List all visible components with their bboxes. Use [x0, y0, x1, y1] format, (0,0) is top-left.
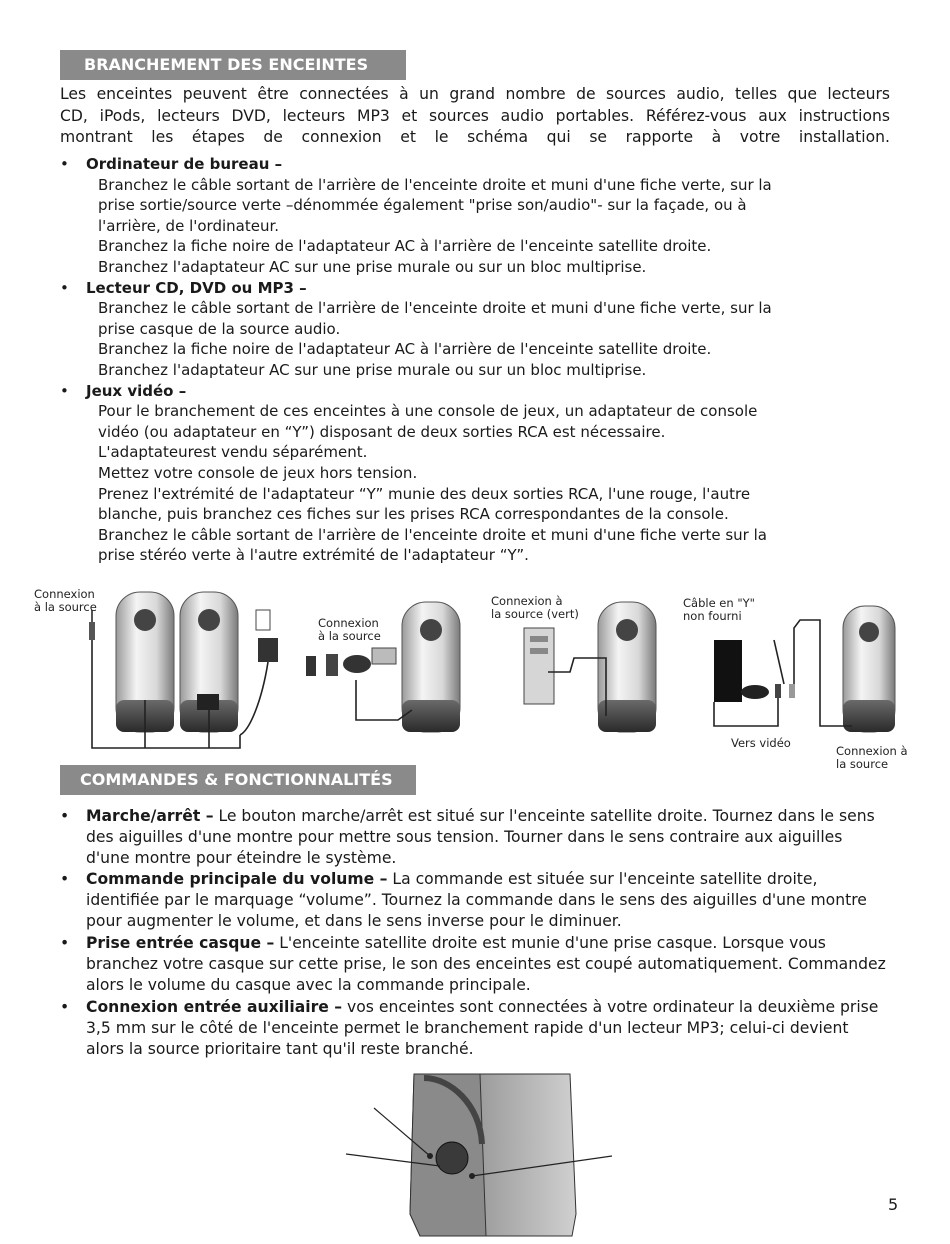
item-line: Branchez l'adaptateur AC sur une prise murale ou sur un bloc multiprise.: [98, 257, 647, 276]
item-body: [86, 401, 890, 566]
bullet-dot: •: [60, 933, 70, 952]
item-line: Pour le branchement de ces enceintes à une console de jeux, un adaptateur de console: [98, 402, 758, 421]
list-item-casque: [60, 933, 890, 996]
cable: [548, 658, 606, 716]
section-header-branchement: BRANCHEMENT DES ENCEINTES: [60, 50, 406, 80]
item-line: blanche, puis branchez ces fiches sur les prises RCA correspondantes de la console.: [98, 505, 729, 524]
bullet-dot: •: [60, 807, 70, 825]
item-text: L'enceinte satellite droite est munie d'une prise casque. Lorsque vous branchez votre casque sur cette prise, le son des enceintes est coupé automatiquement. Commandez alors le volume du casque avec la commande principale.: [86, 933, 886, 994]
diagram-computer: [524, 602, 656, 732]
item-title: Connexion entrée auxiliaire –: [86, 997, 343, 1016]
item-line: Branchez le câble sortant de l'arrière de l'enceinte droite et muni d'une fiche verte sur la: [98, 525, 767, 544]
woofer-icon: [420, 619, 442, 641]
connection-list: [60, 154, 890, 566]
item-title: Lecteur CD, DVD ou MP3 –: [86, 278, 307, 297]
label-connexion-source-2: [318, 617, 381, 643]
item-body: [86, 298, 890, 380]
woofer-icon: [134, 609, 156, 631]
cd-player-icon: [343, 655, 371, 673]
item-title: Prise entrée casque –: [86, 933, 275, 952]
item-text: Le bouton marche/arrêt est situé sur l'enceinte satellite droite. Tournez dans le sens des aiguilles d'une montre pour mettre sous tension. Tourner dans le sens contraire aux aiguilles d'une montre pour éteindre le système.: [86, 807, 875, 867]
list-item-auxiliaire: [60, 997, 890, 1060]
item-line: Branchez la fiche noire de l'adaptateur AC à l'arrière de l'enceinte satellite droite.: [98, 237, 712, 256]
label-line: Connexion à: [836, 744, 908, 758]
jack-plug-icon: [89, 610, 95, 640]
speaker-base: [402, 700, 460, 732]
rca-plug-white: [789, 684, 795, 698]
label-vers-video: Vers vidéo: [731, 736, 791, 750]
item-line: Branchez l'adaptateur AC sur une prise murale ou sur un bloc multiprise.: [98, 360, 647, 379]
bullet-dot: •: [60, 155, 69, 173]
list-item-jeux: [60, 381, 890, 566]
label-line: la source: [836, 757, 889, 771]
item-line: prise sortie/source verte –dénommée également "prise son/audio"- sur la façade, ou à: [98, 196, 747, 215]
item-text: La commande est située sur l'enceinte satellite droite, identifiée par le marquage “volume”. Tournez la commande dans le sens des aiguilles d'une montre pour augmenter le volume, et dans le sens inverse pour le diminuer.: [86, 870, 867, 930]
item-line: L'adaptateurest vendu séparément.: [98, 443, 368, 462]
item-title: Jeux vidéo –: [86, 381, 187, 400]
intro-line-2: CD, iPods, lecteurs DVD, lecteurs MP3 et sources audio portables. Référez-vous aux instructions: [60, 106, 890, 125]
computer-drive: [530, 636, 548, 642]
gamepad-icon: [741, 685, 769, 699]
label-line: Connexion: [34, 587, 95, 601]
item-title: Commande principale du volume –: [86, 870, 388, 889]
item-title: Marche/arrêt –: [86, 807, 214, 825]
computer-drive: [530, 648, 548, 654]
bullet-dot: •: [60, 381, 69, 400]
item-line: vidéo (ou adaptateur en “Y”) disposant de deux sorties RCA est nécessaire.: [98, 422, 666, 441]
label-line: la source (vert): [491, 607, 579, 621]
woofer-icon: [859, 622, 879, 642]
bullet-dot: •: [60, 278, 69, 297]
connection-diagrams: [0, 580, 950, 770]
intro-line-1: Les enceintes peuvent être connectées à un grand nombre de sources audio, telles que lecteurs: [60, 85, 890, 103]
list-item-marche-arret: [60, 806, 890, 868]
page-number: 5: [888, 1195, 899, 1214]
rear-panel: [197, 694, 219, 710]
list-item-ordinateur: [60, 154, 890, 278]
woofer-icon: [616, 619, 638, 641]
item-line: Branchez la fiche noire de l'adaptateur AC à l'arrière de l'enceinte satellite droite.: [98, 340, 712, 359]
label-connexion-source-4: [836, 745, 908, 771]
controls-list: [60, 806, 890, 1061]
woofer-icon: [198, 609, 220, 631]
speaker-closeup-illustration: [340, 1064, 620, 1244]
diagram-desktop: [89, 592, 278, 748]
list-item-volume: [60, 869, 890, 931]
intro-paragraph: [60, 84, 890, 149]
label-line: Câble en "Y": [683, 596, 755, 610]
item-line: prise stéréo verte à l'autre extrémité de l'adaptateur “Y”.: [98, 546, 529, 565]
label-line: Connexion: [318, 616, 379, 630]
item-text: vos enceintes sont connectées à votre ordinateur la deuxième prise 3,5 mm sur le côté de l'enceinte permet le branchement rapide d'un lecteur MP3; celui-ci devient alors la source prioritaire tant qu'il reste branché.: [86, 997, 879, 1058]
mp3-player-icon: [306, 656, 316, 676]
item-line: Prenez l'extrémité de l'adaptateur “Y” munie des deux sorties RCA, l'une rouge, l'autre: [98, 484, 751, 503]
phone-icon: [326, 654, 338, 676]
label-line: non fourni: [683, 609, 742, 623]
item-line: Branchez le câble sortant de l'arrière de l'enceinte droite et muni d'une fiche verte, sur la: [98, 175, 772, 194]
item-line: l'arrière, de l'ordinateur.: [98, 216, 280, 235]
volume-knob-icon: [436, 1142, 468, 1174]
label-line: à la source: [34, 600, 97, 614]
rca-plug-red: [775, 684, 781, 698]
bullet-dot: •: [60, 997, 70, 1016]
wall-outlet-icon: [256, 610, 270, 630]
speaker-base: [843, 700, 895, 732]
label-line: à la source: [318, 629, 381, 643]
label-connexion-source-1: [34, 588, 97, 614]
item-body: [86, 175, 890, 278]
label-cable-y: [683, 597, 755, 623]
game-console-icon: [714, 640, 742, 702]
item-line: Branchez le câble sortant de l'arrière de l'enceinte droite et muni d'une fiche verte, sur la: [98, 299, 772, 318]
item-title: Ordinateur de bureau –: [86, 155, 283, 173]
label-connexion-source-vert: [491, 595, 579, 621]
dvd-player-icon: [372, 648, 396, 664]
intro-line-3: montrant les étapes de connexion et le schéma qui se rapporte à votre installation.: [60, 128, 890, 146]
label-line: Connexion à: [491, 594, 563, 608]
item-line: Mettez votre console de jeux hors tension.: [98, 463, 418, 482]
bullet-dot: •: [60, 870, 70, 889]
diagram-console: [714, 606, 895, 732]
item-line: prise casque de la source audio.: [98, 319, 341, 338]
list-item-lecteur: [60, 278, 890, 381]
ac-adapter-icon: [258, 638, 278, 662]
section-header-commandes: COMMANDES & FONCTIONNALITÉS: [60, 765, 416, 795]
